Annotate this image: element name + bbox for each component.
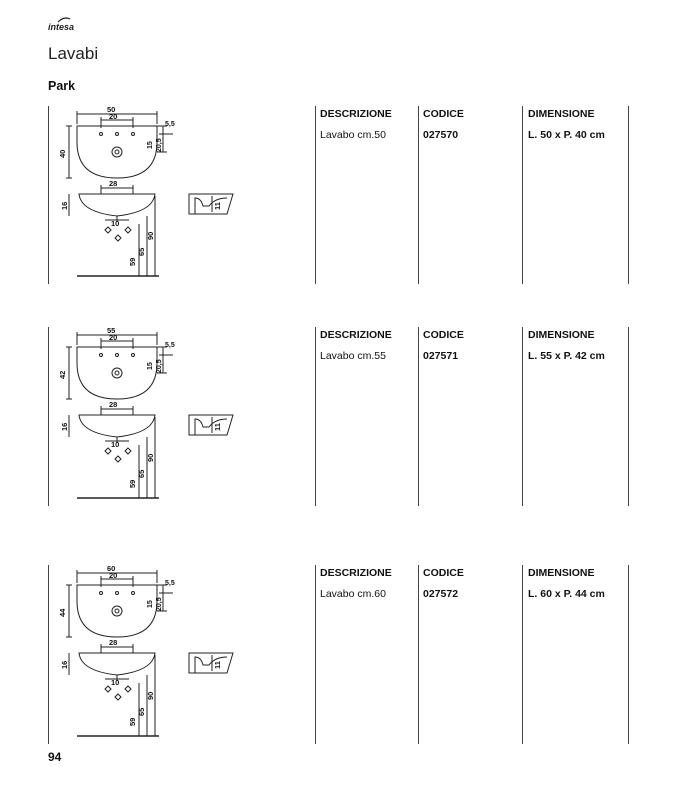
header-dimension: DIMENSIONE bbox=[528, 329, 595, 341]
side-view bbox=[189, 194, 233, 214]
logo-text: intesa bbox=[48, 22, 75, 32]
dim-top-width: 28 bbox=[109, 400, 118, 409]
dim-depth: 42 bbox=[58, 370, 67, 379]
product-block bbox=[48, 106, 632, 284]
product-block bbox=[48, 327, 632, 506]
dim-depth: 44 bbox=[58, 608, 67, 617]
dim-h: 16 bbox=[60, 201, 69, 210]
basin-top-outline bbox=[77, 585, 157, 637]
basin-front-outline bbox=[79, 415, 155, 437]
front-view bbox=[69, 406, 159, 498]
sink-diagram bbox=[49, 565, 309, 744]
dim-h1: 59 bbox=[128, 257, 137, 266]
dim-top-width: 28 bbox=[109, 638, 118, 647]
header-code: CODICE bbox=[423, 108, 464, 120]
product-description: Lavabo cm.55 bbox=[320, 350, 386, 362]
column-divider bbox=[418, 106, 419, 284]
header-dimension: DIMENSIONE bbox=[528, 567, 595, 579]
dim-b: 20,5 bbox=[156, 597, 163, 611]
dim-h1: 59 bbox=[128, 479, 137, 488]
header-description: DESCRIZIONE bbox=[320, 108, 392, 120]
dim-h3: 90 bbox=[146, 691, 155, 700]
header-code: CODICE bbox=[423, 329, 464, 341]
front-view bbox=[69, 644, 159, 736]
dim-offset: 5,5 bbox=[165, 121, 175, 128]
dim-h3: 90 bbox=[146, 453, 155, 462]
dim-depth: 40 bbox=[58, 149, 67, 158]
dim-drain: 10 bbox=[111, 440, 120, 449]
dim-a: 15 bbox=[147, 141, 154, 149]
basin-front-outline bbox=[79, 653, 155, 675]
column-divider bbox=[418, 565, 419, 744]
dim-a: 15 bbox=[147, 600, 154, 608]
product-code: 027572 bbox=[423, 588, 459, 600]
product-dimension: L. 50 x P. 40 cm bbox=[528, 129, 605, 141]
dim-top-width: 28 bbox=[109, 179, 118, 188]
column-divider bbox=[628, 327, 629, 506]
dim-h2: 65 bbox=[137, 247, 146, 256]
side-view bbox=[189, 653, 233, 673]
dim-h3: 90 bbox=[146, 231, 155, 240]
dim-inner: 20 bbox=[109, 333, 118, 342]
column-divider bbox=[628, 565, 629, 744]
side-view bbox=[189, 415, 233, 435]
dim-inner: 20 bbox=[109, 571, 118, 580]
dim-drain: 10 bbox=[111, 219, 120, 228]
header-dimension: DIMENSIONE bbox=[528, 108, 595, 120]
column-divider bbox=[315, 565, 316, 744]
column-divider bbox=[315, 327, 316, 506]
dim-side: 11 bbox=[213, 423, 222, 431]
product-dimension: L. 60 x P. 44 cm bbox=[528, 588, 605, 600]
product-dimension: L. 55 x P. 42 cm bbox=[528, 350, 605, 362]
product-code: 027571 bbox=[423, 350, 459, 362]
technical-drawing bbox=[48, 565, 309, 744]
header-description: DESCRIZIONE bbox=[320, 567, 392, 579]
dim-h2: 65 bbox=[137, 707, 146, 716]
brand-logo bbox=[48, 22, 74, 32]
dim-side: 11 bbox=[213, 661, 222, 669]
column-divider bbox=[315, 106, 316, 284]
dim-h: 16 bbox=[60, 660, 69, 669]
logo-swoosh-icon bbox=[57, 17, 71, 23]
dim-h1: 59 bbox=[128, 717, 137, 726]
basin-top-outline bbox=[77, 347, 157, 399]
sink-diagram bbox=[49, 106, 309, 284]
column-divider bbox=[522, 327, 523, 506]
basin-top-outline bbox=[77, 126, 157, 178]
product-block bbox=[48, 565, 632, 744]
product-description: Lavabo cm.60 bbox=[320, 588, 386, 600]
product-description: Lavabo cm.50 bbox=[320, 129, 386, 141]
dim-a: 15 bbox=[147, 362, 154, 370]
dim-b: 20,5 bbox=[156, 138, 163, 152]
dim-b: 20,5 bbox=[156, 359, 163, 373]
column-divider bbox=[418, 327, 419, 506]
dim-drain: 10 bbox=[111, 678, 120, 687]
technical-drawing bbox=[48, 327, 309, 506]
series-title: Park bbox=[48, 79, 76, 93]
column-divider bbox=[522, 565, 523, 744]
page-number: 94 bbox=[48, 750, 62, 764]
column-divider bbox=[628, 106, 629, 284]
dim-inner: 20 bbox=[109, 112, 118, 121]
dim-width: 50 bbox=[107, 106, 116, 114]
basin-front-outline bbox=[79, 194, 155, 216]
dim-side: 11 bbox=[213, 202, 222, 210]
column-divider bbox=[522, 106, 523, 284]
product-code: 027570 bbox=[423, 129, 459, 141]
front-view bbox=[69, 185, 159, 276]
dim-width: 60 bbox=[107, 565, 116, 573]
dim-width: 55 bbox=[107, 327, 116, 335]
dim-offset: 5,5 bbox=[165, 342, 175, 349]
section-title: Lavabi bbox=[48, 44, 99, 63]
dim-h2: 65 bbox=[137, 469, 146, 478]
header-code: CODICE bbox=[423, 567, 464, 579]
dim-h: 16 bbox=[60, 422, 69, 431]
header-description: DESCRIZIONE bbox=[320, 329, 392, 341]
sink-diagram bbox=[49, 327, 309, 506]
dim-offset: 5,5 bbox=[165, 580, 175, 587]
technical-drawing bbox=[48, 106, 309, 284]
